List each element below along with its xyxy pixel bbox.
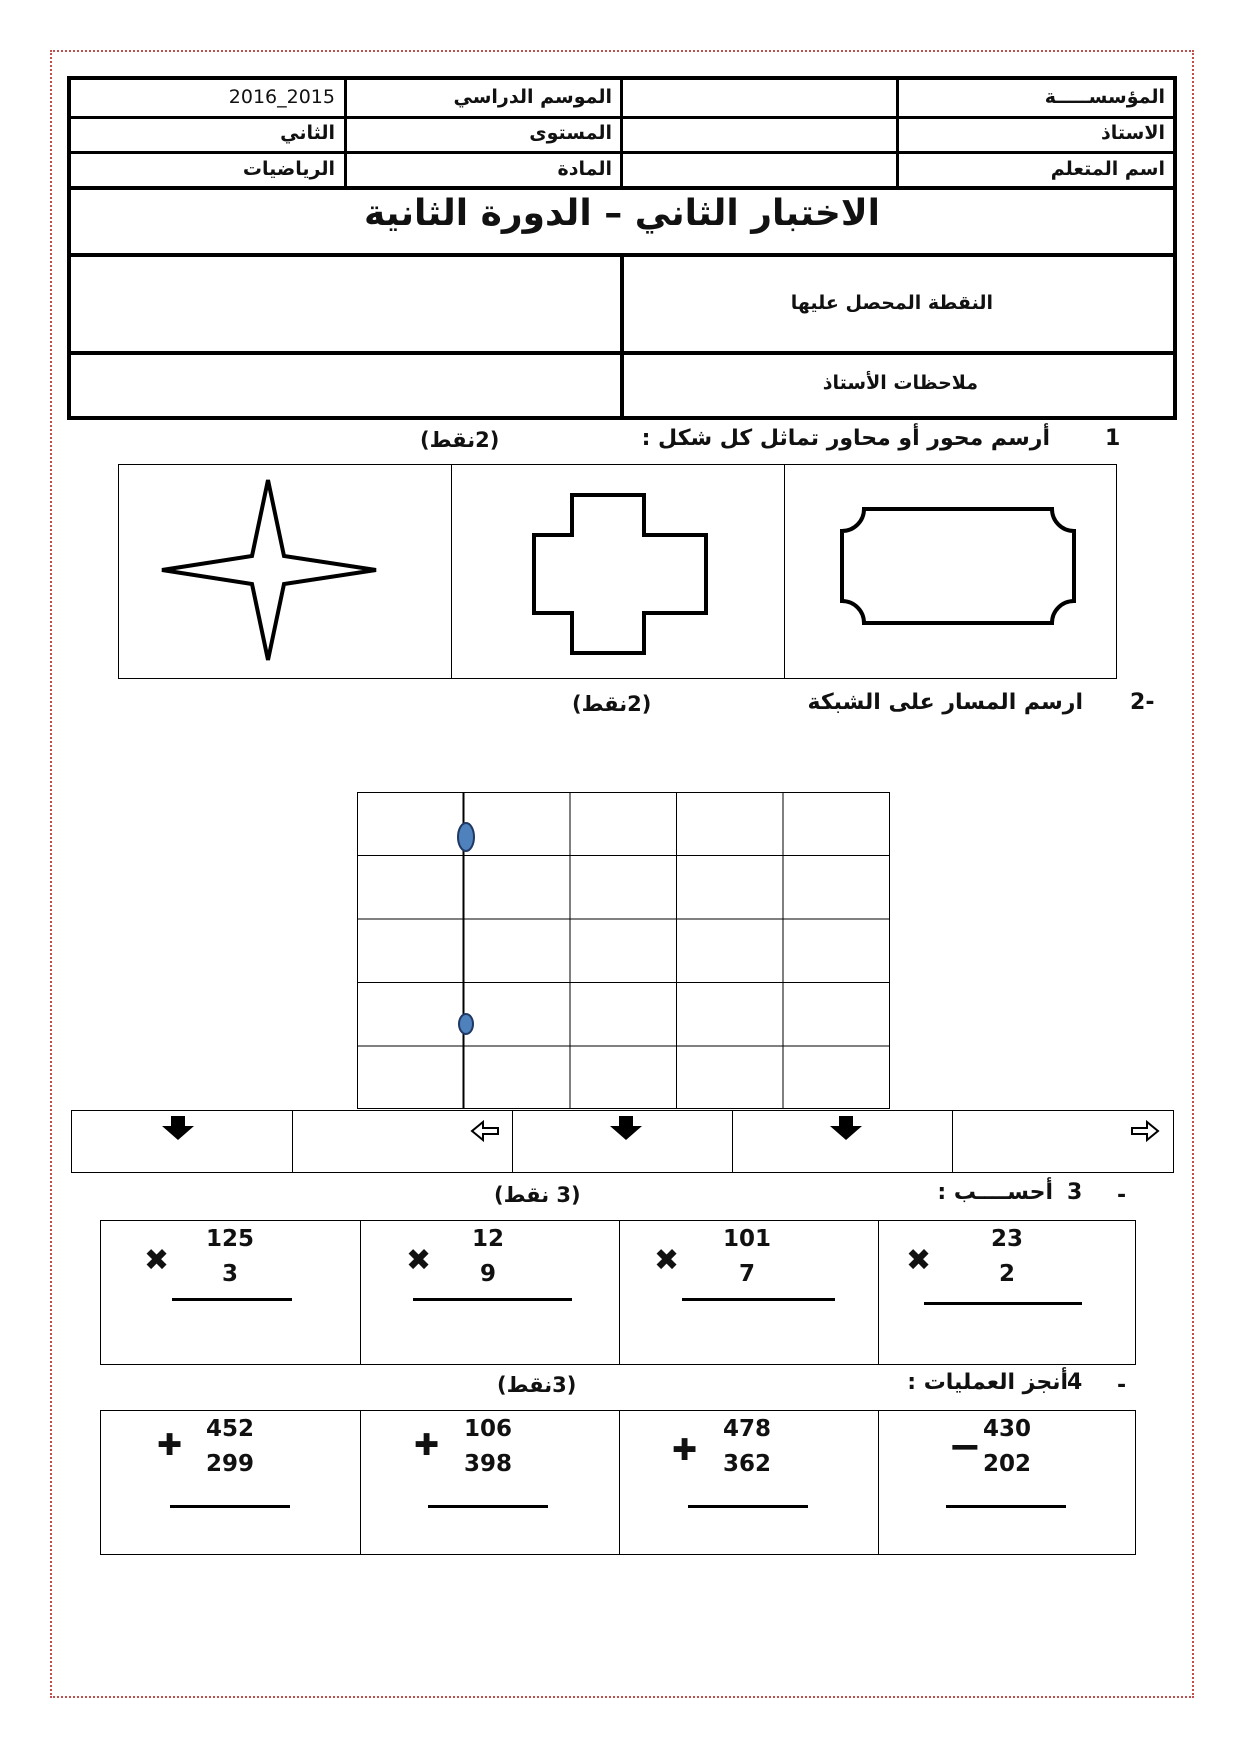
answer-line xyxy=(682,1298,835,1301)
directions-divider xyxy=(732,1111,733,1172)
q4-points: (3نقط) xyxy=(497,1373,577,1397)
plus-icon: ✚ xyxy=(414,1428,440,1463)
cross-shape xyxy=(532,493,712,658)
answer-line xyxy=(688,1505,808,1508)
arrow-left-icon xyxy=(470,1120,500,1142)
directions-divider xyxy=(512,1111,513,1172)
answer-line xyxy=(946,1505,1066,1508)
multiply-icon: ✖ xyxy=(144,1243,170,1278)
grid-point-end xyxy=(457,1011,475,1037)
plus-icon: ✚ xyxy=(157,1428,183,1463)
shapes-divider xyxy=(451,465,452,678)
student-label: اسم المتعلم xyxy=(1050,158,1165,180)
school-label: المؤسســـــة xyxy=(1044,86,1165,108)
answer-line xyxy=(924,1302,1082,1305)
shapes-divider xyxy=(784,465,785,678)
q3-dash: - xyxy=(1117,1183,1127,1208)
ops-divider xyxy=(360,1411,361,1554)
q4-op4-b: 299 xyxy=(205,1451,254,1477)
level-label: المستوى xyxy=(529,122,612,144)
q3-points: (3 نقط) xyxy=(494,1183,581,1207)
arrow-down-icon xyxy=(609,1115,643,1141)
header-col-divider xyxy=(620,253,624,420)
ops-divider xyxy=(619,1221,620,1364)
q3-op1-b: 2 xyxy=(998,1261,1015,1287)
q4-dash: - xyxy=(1117,1373,1127,1398)
q4-number: 4 xyxy=(1067,1370,1083,1395)
answer-line xyxy=(428,1505,548,1508)
q3-number: 3 xyxy=(1067,1180,1083,1205)
arrow-right-icon xyxy=(1130,1120,1160,1142)
q1-points: (2نقط) xyxy=(420,428,500,452)
q1-text: أرسم محور أو محاور تماثل كل شكل : xyxy=(641,426,1050,451)
arrow-down-icon xyxy=(161,1115,195,1141)
q4-op2-a: 478 xyxy=(722,1416,771,1442)
header-row-divider xyxy=(71,186,1173,190)
grid-point-start xyxy=(456,820,476,854)
answer-line xyxy=(413,1298,572,1301)
level-value: الثاني xyxy=(280,122,335,144)
q3-op3-a: 12 xyxy=(471,1226,504,1252)
season-value: 2016_2015 xyxy=(228,86,335,108)
q3-op1-a: 23 xyxy=(990,1226,1023,1252)
arrow-down-icon xyxy=(829,1115,863,1141)
directions-divider xyxy=(292,1111,293,1172)
q3-op2-b: 7 xyxy=(738,1261,755,1287)
ops-divider xyxy=(878,1221,879,1364)
q3-op2-a: 101 xyxy=(722,1226,771,1252)
star-shape xyxy=(160,478,380,663)
header-col-divider xyxy=(896,80,899,186)
multiply-icon: ✖ xyxy=(654,1243,680,1278)
subject-value: الرياضيات xyxy=(242,158,335,180)
q2-number: -2 xyxy=(1130,690,1155,715)
teacher-label: الاستاذ xyxy=(1101,122,1165,144)
q3-op4-b: 3 xyxy=(221,1261,238,1287)
ops-divider xyxy=(878,1411,879,1554)
answer-line xyxy=(170,1505,290,1508)
q4-op3-a: 106 xyxy=(463,1416,512,1442)
q4-op1-b: 202 xyxy=(982,1451,1031,1477)
answer-line xyxy=(172,1298,292,1301)
q4-op2-b: 362 xyxy=(722,1451,771,1477)
multiply-icon: ✖ xyxy=(406,1243,432,1278)
q4-op1-a: 430 xyxy=(982,1416,1031,1442)
q4-text: أنجز العمليات : xyxy=(907,1370,1068,1395)
q4-op4-a: 452 xyxy=(205,1416,254,1442)
header-table xyxy=(67,76,1177,420)
q4-op3-b: 398 xyxy=(463,1451,512,1477)
path-grid xyxy=(357,792,890,1109)
season-label: الموسم الدراسي xyxy=(453,86,612,108)
q2-points: (2نقط) xyxy=(572,692,652,716)
header-col-divider xyxy=(620,80,623,186)
score-label: النقطة المحصل عليها xyxy=(790,292,993,314)
notes-label: ملاحظات الأستاذ xyxy=(822,372,978,394)
exam-title: الاختبار الثاني – الدورة الثانية xyxy=(364,193,880,234)
q2-text: ارسم المسار على الشبكة xyxy=(807,690,1083,715)
q1-number: 1 xyxy=(1105,426,1121,451)
subject-label: المادة xyxy=(557,158,612,180)
header-col-divider xyxy=(344,80,347,186)
minus-icon: − xyxy=(948,1424,982,1470)
multiply-icon: ✖ xyxy=(906,1243,932,1278)
q3-text: أحســــب : xyxy=(937,1180,1053,1205)
plus-icon: ✚ xyxy=(672,1433,698,1468)
q3-op4-a: 125 xyxy=(205,1226,254,1252)
ops-divider xyxy=(619,1411,620,1554)
directions-divider xyxy=(952,1111,953,1172)
ops-divider xyxy=(360,1221,361,1364)
plaque-shape xyxy=(840,507,1076,625)
q3-op3-b: 9 xyxy=(479,1261,496,1287)
